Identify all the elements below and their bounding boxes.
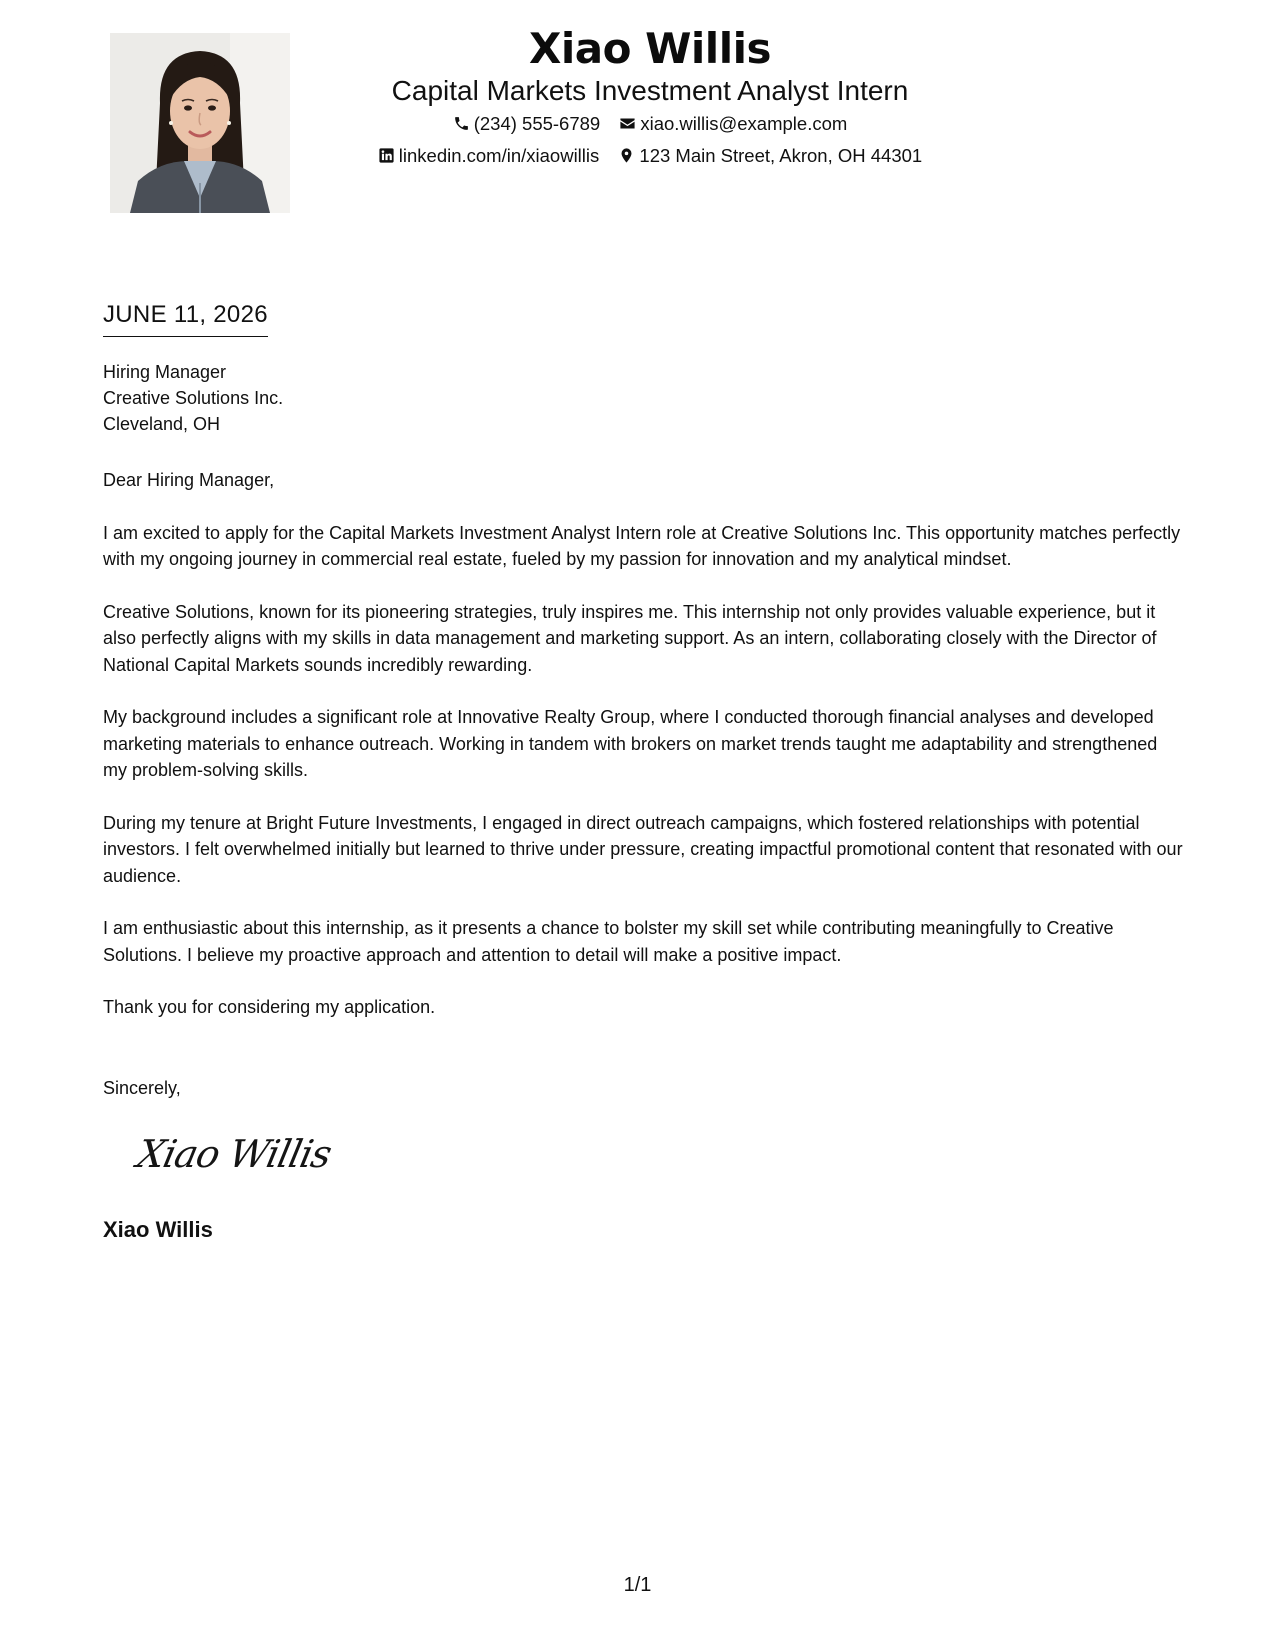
letter-date: JUNE 11, 2026 — [103, 300, 268, 337]
signer-name: Xiao Willis — [103, 1217, 213, 1242]
contact-row-2 — [300, 140, 1000, 172]
recipient-company: Creative Solutions Inc. — [103, 388, 284, 408]
email-text: xiao.willis@example.com — [640, 113, 848, 134]
closing: Sincerely, — [103, 1078, 181, 1098]
map-pin-icon — [618, 147, 635, 164]
body-paragraph: Thank you for considering my application. — [103, 997, 436, 1017]
phone-contact — [453, 108, 601, 140]
envelope-icon — [619, 115, 636, 132]
salutation: Dear Hiring Manager, — [103, 470, 275, 490]
body-paragraph: I am excited to apply for the Capital Markets Investment Analyst Intern role at Creative Solutions Inc. This opportunity matches perfectly with my ongoing journey in commercial real estate, fueled by my passion for innovation and my analytical mindset. — [103, 522, 1181, 569]
recipient-block — [103, 359, 283, 437]
profile-photo — [110, 33, 290, 213]
address-text: 123 Main Street, Akron, OH 44301 — [639, 145, 923, 166]
letter-body — [103, 467, 1183, 1047]
body-paragraph: During my tenure at Bright Future Investments, I engaged in direct outreach campaigns, which fostered relationships with potential investors. I felt overwhelmed initially but learned to thrive under pressure, creating impactful promotional content that resonated with our audience. — [103, 812, 1183, 886]
header — [300, 20, 1000, 172]
applicant-name: Xiao Willis — [528, 24, 771, 73]
body-paragraph: Creative Solutions, known for its pioneering strategies, truly inspires me. This internship not only provides valuable experience, but it also perfectly aligns with my skills in data management and marketing support. As an intern, collaborating closely with the Director of National Capital Markets sounds incredibly rewarding. — [103, 601, 1157, 675]
body-paragraph: I am enthusiastic about this internship, as it presents a chance to bolster my skill set while contributing meaningfully to Creative Solutions. I believe my proactive approach and attention to detail will make a positive impact. — [103, 918, 1114, 965]
recipient-title: Hiring Manager — [103, 362, 227, 382]
handwritten-signature: Xiao Willis — [133, 1132, 336, 1176]
linkedin-text: linkedin.com/in/xiaowillis — [398, 145, 600, 166]
phone-text: (234) 555-6789 — [473, 113, 601, 134]
body-paragraph: My background includes a significant role at Innovative Realty Group, where I conducted thorough financial analyses and developed marketing materials to enhance outreach. Working in tandem with brokers on market trends taught me adaptability and strengthened my problem-solving skills. — [103, 707, 1158, 780]
address-contact — [618, 140, 922, 172]
contact-row-1 — [300, 108, 1000, 140]
page-number: 1/1 — [623, 1574, 652, 1596]
email-contact — [619, 108, 847, 140]
linkedin-contact — [378, 140, 600, 172]
linkedin-icon — [378, 147, 395, 164]
recipient-location: Cleveland, OH — [103, 414, 221, 434]
phone-icon — [453, 115, 470, 132]
job-title: Capital Markets Investment Analyst Intern — [391, 75, 909, 106]
